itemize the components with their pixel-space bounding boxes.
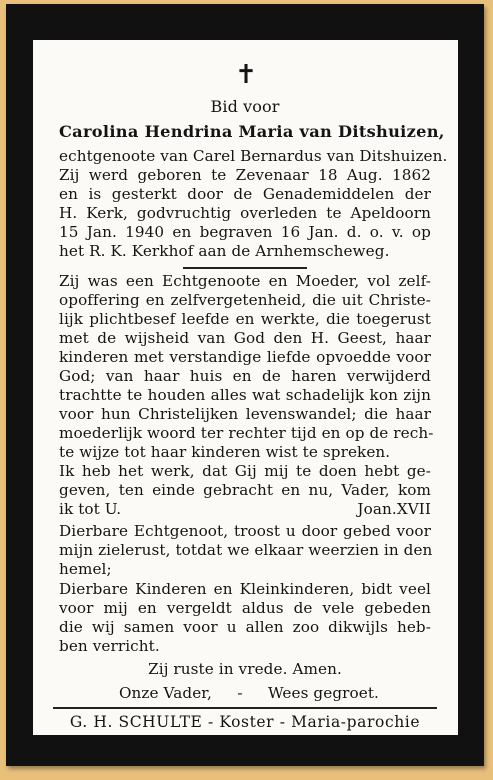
footer-rule <box>53 707 437 709</box>
children-prayer-line: Dierbare Kinderen en Kleinkinderen, bidt veel <box>59 580 431 598</box>
tribute-line: te wijze tot haar kinderen wist te spreken. <box>59 443 391 461</box>
children-prayer-line: die wij samen voor u allen zoo dikwijls heb- <box>59 618 431 636</box>
spouse-prayer-line: hemel; <box>59 560 112 578</box>
bid-voor-heading: Bid voor <box>210 97 280 116</box>
cross-icon: ✝ <box>235 60 257 90</box>
scripture-reference: Joan.XVII <box>357 500 431 518</box>
deceased-name: Carolina Hendrina Maria van Ditshuizen, <box>59 122 445 141</box>
tribute-line: Zij was een Echtgenoote en Moeder, vol zelf- <box>59 272 431 290</box>
quote-line <box>59 500 431 518</box>
tribute-line: kinderen met verstandige liefde opvoedde voor <box>59 348 431 366</box>
quote-line: Ik heb het werk, dat Gij mij te doen hebt ge- <box>59 462 431 480</box>
quote-line: geven, ten einde gebracht en nu, Vader, kom <box>59 481 431 499</box>
spouse-prayer-line: mijn zielerust, totdat we elkaar weerzien in den <box>59 541 433 559</box>
closing-prayers <box>119 684 379 702</box>
tribute-line: moederlijk woord ter rechter tijd en op de rech- <box>59 424 434 442</box>
onze-vader: Onze Vader, <box>119 684 212 702</box>
bio-line: en is gesterkt door de Genademiddelen der <box>59 185 431 203</box>
bio-line: echtgenoote van Carel Bernardus van Ditshuizen. <box>59 147 448 165</box>
memorial-card <box>6 4 484 766</box>
wees-gegroet: Wees gegroet. <box>267 684 379 702</box>
children-prayer-line: voor mij en vergeldt aldus de vele gebeden <box>59 599 431 617</box>
card-paper <box>33 40 458 735</box>
closing-rest: Zij ruste in vrede. Amen. <box>148 660 342 678</box>
tribute-line: opoffering en zelfvergetenheid, die uit Christe- <box>59 291 431 309</box>
bio-line: H. Kerk, godvruchtig overleden te Apeldoorn <box>59 204 431 222</box>
bio-line: 15 Jan. 1940 en begraven 16 Jan. d. o. v. op <box>59 223 431 241</box>
tribute-line: God; van haar huis en de haren verwijderd <box>59 367 431 385</box>
tribute-line: trachtte te houden alles wat schadelijk kon zijn <box>59 386 431 404</box>
bio-line: het R. K. Kerkhof aan de Arnhemscheweg. <box>59 242 390 260</box>
tribute-line: lijk plichtbesef leefde en werkte, die toegerust <box>59 310 431 328</box>
bio-line: Zij werd geboren te Zevenaar 18 Aug. 1862 <box>59 166 431 184</box>
section-divider <box>183 267 307 269</box>
spouse-prayer-line: Dierbare Echtgenoot, troost u door gebed voor <box>59 522 431 540</box>
prayer-separator: - <box>237 684 243 702</box>
tribute-line: met de wijsheid van God den H. Geest, haar <box>59 329 431 347</box>
printer-credit: G. H. SCHULTE - Koster - Maria-parochie <box>69 713 421 731</box>
tribute-line: voor hun Christelijken levenswandel; die haar <box>59 405 431 423</box>
quote-end: ik tot U. <box>59 500 122 518</box>
children-prayer-line: ben verricht. <box>59 637 160 655</box>
